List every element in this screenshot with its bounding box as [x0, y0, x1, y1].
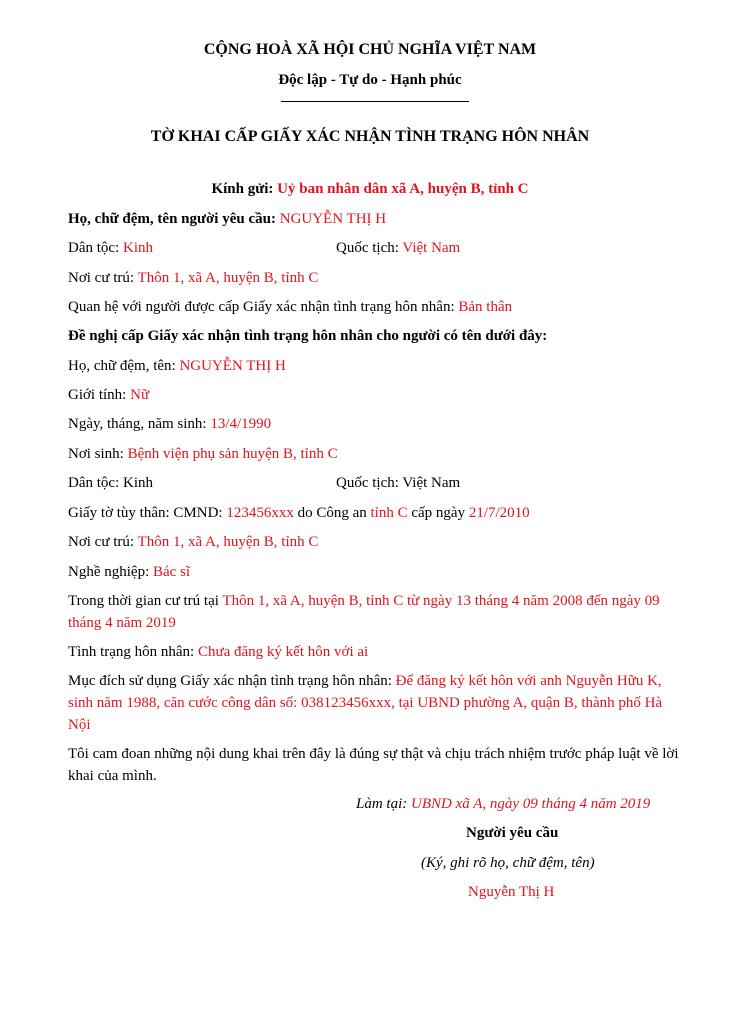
subject-dob: 13/4/1990	[210, 416, 272, 432]
subject-name-label: Họ, chữ đệm, tên:	[68, 358, 176, 374]
form-title: TỜ KHAI CẤP GIẤY XÁC NHẬN TÌNH TRẠNG HÔN NHÂN	[150, 128, 590, 145]
header-divider	[281, 101, 469, 102]
requester-ethnicity-line	[68, 237, 688, 259]
requester-name-label: Họ, chữ đệm, tên người yêu cầu:	[68, 211, 276, 227]
subject-birthplace-label: Nơi sinh:	[68, 446, 124, 462]
requester-nationality	[336, 237, 460, 259]
subject-residence-label: Nơi cư trú:	[68, 534, 135, 550]
motto: Độc lập - Tự do - Hạnh phúc	[278, 72, 462, 88]
signature-instruction: (Ký, ghi rõ họ, chữ đệm, tên)	[421, 855, 595, 871]
subject-birthplace-line	[68, 443, 688, 465]
subject-name-line	[68, 355, 688, 377]
subject-gender-label: Giới tính:	[68, 387, 127, 403]
subject-id-date: 21/7/2010	[468, 505, 530, 521]
signature-place-date	[356, 793, 650, 815]
request-heading: Đề nghị cấp Giấy xác nhận tình trạng hôn nhân cho người có tên dưới đây:	[68, 328, 548, 344]
requester-relation-line	[68, 296, 688, 318]
requester-residence-label: Nơi cư trú:	[68, 270, 135, 286]
requester-residence-line	[68, 267, 688, 289]
requester-nationality-value: Việt Nam	[402, 240, 461, 256]
signature-role: Người yêu cầu	[466, 825, 559, 841]
subject-id-date-label: cấp ngày	[411, 505, 466, 521]
requester-ethnicity: Kinh	[122, 240, 153, 256]
requester-residence: Thôn 1, xã A, huyện B, tỉnh C	[137, 270, 319, 286]
subject-id-number: 123456xxx	[226, 505, 294, 521]
requester-nationality-label: Quốc tịch:	[336, 240, 399, 256]
subject-period-value: Thôn 1, xã A, huyện B, tỉnh C từ ngày 13 tháng 4 năm 2008 đến ngày 09 tháng 4 năm 2019	[68, 593, 660, 631]
commitment-paragraph: Tôi cam đoan những nội dung khai trên đây là đúng sự thật và chịu trách nhiệm trước pháp luật về lời khai của mình.	[68, 746, 679, 784]
requester-ethnicity-label: Dân tộc:	[68, 240, 120, 256]
subject-occupation-label: Nghề nghiệp:	[68, 564, 150, 580]
subject-id-label: Giấy tờ tùy thân: CMND:	[68, 505, 223, 521]
subject-id-line	[68, 502, 688, 524]
subject-residence: Thôn 1, xã A, huyện B, tỉnh C	[137, 534, 319, 550]
subject-status: Chưa đăng ký kết hôn với ai	[197, 644, 369, 660]
subject-dob-label: Ngày, tháng, năm sinh:	[68, 416, 207, 432]
subject-dob-line	[68, 413, 688, 435]
subject-name: NGUYỄN THỊ H	[179, 358, 286, 374]
requester-relation: Bản thân	[458, 299, 513, 315]
recipient-line	[0, 178, 740, 200]
signature-name: Nguyễn Thị H	[468, 884, 555, 900]
subject-status-label: Tình trạng hôn nhân:	[68, 644, 195, 660]
subject-occupation: Bác sĩ	[152, 564, 191, 580]
subject-period-paragraph	[68, 590, 688, 634]
requester-name: NGUYỄN THỊ H	[279, 211, 387, 227]
nation-header: CỘNG HOÀ XÃ HỘI CHỦ NGHĨA VIỆT NAM	[203, 41, 537, 58]
subject-gender: Nữ	[130, 387, 150, 403]
requester-relation-label: Quan hệ với người được cấp Giấy xác nhận tình trạng hôn nhân:	[68, 299, 455, 315]
subject-ethnicity-line	[68, 472, 688, 494]
subject-occupation-line	[68, 561, 688, 583]
subject-period-label: Trong thời gian cư trú tại	[68, 593, 219, 609]
subject-status-line	[68, 641, 688, 663]
recipient-label: Kính gửi:	[211, 181, 274, 197]
subject-birthplace: Bệnh viện phụ sản huyện B, tỉnh C	[127, 446, 338, 462]
subject-nationality: Quốc tịch: Việt Nam	[336, 475, 461, 491]
subject-gender-line	[68, 384, 688, 406]
recipient-value: Uỷ ban nhân dân xã A, huyện B, tỉnh C	[277, 181, 529, 197]
subject-purpose: Để đăng ký kết hôn với anh Nguyễn Hữu K, sinh năm 1988, căn cước công dân số: 038123456xxx, tại UBND phường A, quận B, thành phố Hà Nội	[68, 673, 663, 733]
subject-residence-line	[68, 531, 688, 553]
signature-place-label: Làm tại:	[356, 796, 408, 812]
signature-place-value: UBND xã A, ngày 09 tháng 4 năm 2019	[411, 796, 651, 812]
subject-purpose-paragraph	[68, 670, 688, 736]
subject-purpose-label: Mục đích sử dụng Giấy xác nhận tình trạng hôn nhân:	[68, 673, 392, 689]
subject-ethnicity: Dân tộc: Kinh	[68, 475, 153, 491]
subject-id-issuer-pre: do Công an	[297, 505, 367, 521]
requester-name-line	[68, 208, 688, 230]
subject-id-issuer: tỉnh C	[370, 505, 408, 521]
